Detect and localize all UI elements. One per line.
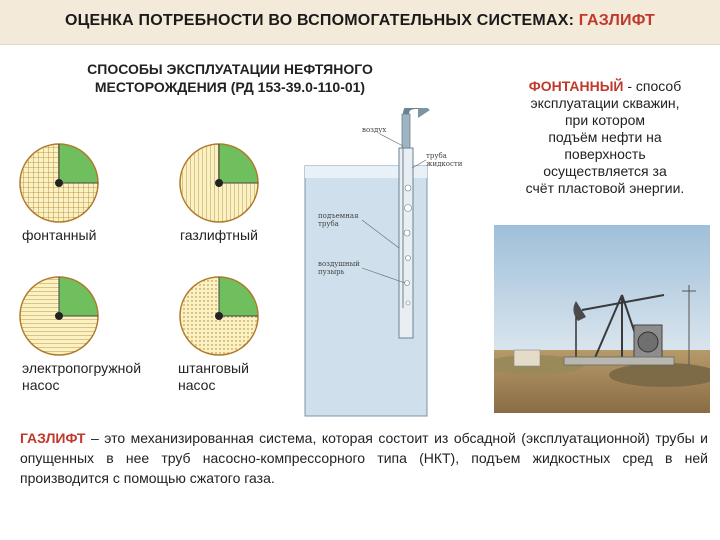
fountain-method-icon [18, 142, 100, 224]
esp-label-line2: насос [22, 377, 60, 393]
gaslift-term: ГАЗЛИФТ [20, 430, 86, 446]
rod-pump-method-icon [178, 275, 260, 357]
title-main: ОЦЕНКА ПОТРЕБНОСТИ ВО ВСПОМОГАТЕЛЬНЫХ СИСТЕМАХ: [65, 12, 579, 29]
esp-method-icon [18, 275, 100, 357]
fountain-def-line-2: при котором [564, 112, 646, 128]
rod-pump-label-line2: насос [178, 377, 216, 393]
gaslift-label: газлифтный [180, 227, 258, 243]
fountain-def-line-5: осуществляется за [543, 163, 667, 179]
esp-label-line1: электропогружной [22, 360, 142, 376]
gaslift-def-text: – это механизированная система, которая состоит из обсадной (эксплуатационной) трубы и опущенных в нее труб насосно-компрессорного типа (НКТ), подъем жидкостных сред в ней производится с помощью сжатого газа. [20, 430, 708, 486]
fountain-definition [495, 78, 715, 197]
methods-heading [20, 60, 440, 96]
fountain-def-line-1: эксплуатации скважин, [530, 95, 680, 111]
page-title [0, 12, 720, 30]
gaslift-well-diagram [300, 108, 495, 418]
pumpjack-photo [494, 225, 710, 413]
bubble-label-line1: воздушный [318, 260, 360, 268]
fountain-def-line-3: подъём нефти на [548, 129, 662, 145]
fountain-label: фонтанный [22, 227, 97, 243]
fountain-def-line-0: - способ [623, 78, 682, 94]
esp-label [22, 360, 141, 394]
title-accent: ГАЗЛИФТ [578, 12, 655, 29]
fountain-term: ФОНТАННЫЙ [528, 78, 624, 94]
lift-pipe-label-line1: подъемная [318, 212, 359, 220]
rod-pump-label-line1: штанговый [178, 360, 249, 376]
gaslift-definition [20, 428, 708, 488]
methods-heading-line2: МЕСТОРОЖДЕНИЯ (РД 153-39.0-110-01) [94, 79, 366, 95]
gaslift-method-icon [178, 142, 260, 224]
fluid-pipe-label-line1: труба [426, 152, 447, 160]
methods-heading-line1: СПОСОБЫ ЭКСПЛУАТАЦИИ НЕФТЯНОГО [87, 61, 373, 77]
fountain-def-line-4: поверхность [564, 146, 646, 162]
fountain-def-line-6: счёт пластовой энергии. [525, 180, 685, 196]
bubble-label-line2: пузырь [318, 268, 345, 276]
lift-pipe-shape [399, 148, 413, 338]
fluid-pipe-label-line2: жидкости [426, 160, 463, 168]
air-label: воздух [362, 126, 387, 134]
rod-pump-label [178, 360, 249, 394]
lift-pipe-label-line2: труба [318, 220, 339, 228]
